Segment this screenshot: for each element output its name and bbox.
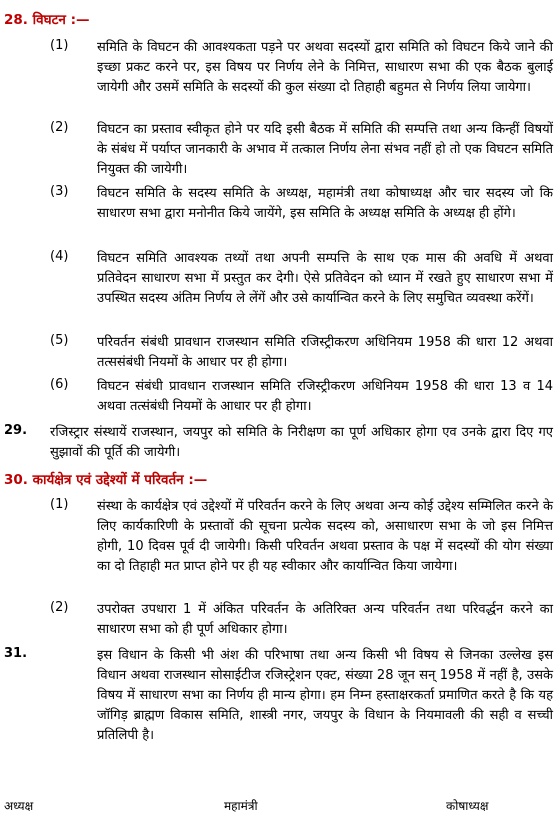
treasurer-signature-label: कोषाध्यक्ष xyxy=(446,799,489,813)
section-31-text: इस विधान के किसी भी अंश की परिभाषा तथा अन्य किसी भी विषय से जिनका उल्लेख इस विधान अथवा राजस्थान सोसाईटीज रजिस्ट्रेशन एक्ट, संख्या 28 जून सन् 1958 में नहीं है, उसके विषय में साधारण सभा का निर्णय ही मान्य होगा। हम निम्न हस्ताक्षरकर्ता प्रमाणित करते है कि यह जॉगिड़ ब्राह्मण विकास समिति, शास्त्री नगर, जयपुर के विधान के नियमावली की सही व सच्ची प्रतिलिपी है। xyxy=(97,648,553,743)
item-number: (2) xyxy=(50,600,69,615)
president-signature-label: अध्यक्ष xyxy=(4,799,34,813)
item-number: (2) xyxy=(50,120,69,135)
item-text: विघटन का प्रस्ताव स्वीकृत होने पर यदि इसी बैठक में समिति की सम्पत्ति तथा अन्य किन्हीं विषयों के संबंध में पर्याप्त जानकारी के अभाव में तत्काल निर्णय लेना संभव नहीं हो तो एक विघटन समिति नियुक्त की जायेगी। xyxy=(97,122,553,177)
item-number: (5) xyxy=(50,333,69,348)
item-text: विघटन संबंधी प्रावधान राजस्थान समिति रजिस्ट्रीकरण अधिनियम 1958 की धारा 13 व 14 अथवा तत्संबंधी नियमों के आधार पर ही होगा। xyxy=(97,379,553,414)
section-29-text: रजिस्ट्रार संस्थायें राजस्थान, जयपुर को समिति के निरीक्षण का पूर्ण अधिकार होगा एव उनके द्वारा दिए गए सुझावों की पूर्ति की जायेगी। xyxy=(50,425,553,460)
item-text: विघटन समिति के सदस्य समिति के अध्यक्ष, महामंत्री तथा कोषाध्यक्ष और चार सदस्य जो कि साधारण सभा द्वारा मनोनीत किये जायेंगे, इस समिति के अध्यक्ष समिति के अध्यक्ष ही होंगे। xyxy=(97,186,553,221)
section-28-heading: 28. विघटन :— xyxy=(4,12,90,28)
item-number: (4) xyxy=(50,249,69,264)
item-text: परिवर्तन संबंधी प्रावधान राजस्थान समिति रजिस्ट्रीकरण अधिनियम 1958 की धारा 12 अथवा तत्ससंबंधी नियमों के आधार पर ही होगा। xyxy=(97,335,553,370)
item-number: (3) xyxy=(50,184,69,199)
item-number: (1) xyxy=(50,497,69,512)
item-text: उपरोक्त उपधारा 1 में अंकित परिवर्तन के अतिरिक्त अन्य परिवर्तन तथा परिवर्द्धन करने का साधारण सभा को ही पूर्ण अधिकार होगा। xyxy=(97,602,553,637)
secretary-signature-label: महामंत्री xyxy=(224,799,258,813)
item-number: (1) xyxy=(50,38,69,53)
item-number: (6) xyxy=(50,377,69,392)
section-30-heading: 30. कार्यक्षेत्र एवं उद्देश्यों में परिवर्तन :— xyxy=(4,472,208,488)
item-text: संस्था के कार्यक्षेत्र एवं उद्देश्यों में परिवर्तन करने के लिए अथवा अन्य कोई उद्देश्य सम्मिलित करने के लिए कार्यकारिणी के प्रस्तावों की सूचना प्रत्येक सदस्य को, असाधारण सभा के जो इस निमित्त होगी, 10 दिवस पूर्व दी जायेगी। किसी परिवर्तन अथवा प्रस्ताव के पक्ष में सदस्यों की योग संख्या का दो तिहाही मत प्राप्त होने पर ही यह स्वीकार और कार्यान्वित किया जायेगा। xyxy=(97,499,553,574)
item-text: समिति के विघटन की आवश्यकता पड़ने पर अथवा सदस्यों द्वारा समिति को विघटन किये जाने की इच्छा प्रकट करने पर, इस विषय पर निर्णय लेने के निमित्त, साधारण सभा की एक बैठक बुलाई जायेगी और उसमें समिति के सदस्यों की कुल संख्या दो तिहाही बहुमत से निर्णय लिया जायेगा। xyxy=(97,40,553,95)
section-31-number: 31. xyxy=(4,646,28,661)
section-29-number: 29. xyxy=(4,423,28,438)
item-text: विघटन समिति आवश्यक तथ्यों तथा अपनी सम्पत्ति के साथ एक मास की अवधि में अथवा प्रतिवेदन साधारण सभा में प्रस्तुत कर देगी। ऐसे प्रतिवेदन को ध्यान में रखते हुए साधारण सभा में उपस्थित सदस्य अंतिम निर्णय ले लेंगें और उसे कार्यान्वित करने के लिए समुचित व्यवस्था करेंगें। xyxy=(97,251,553,306)
